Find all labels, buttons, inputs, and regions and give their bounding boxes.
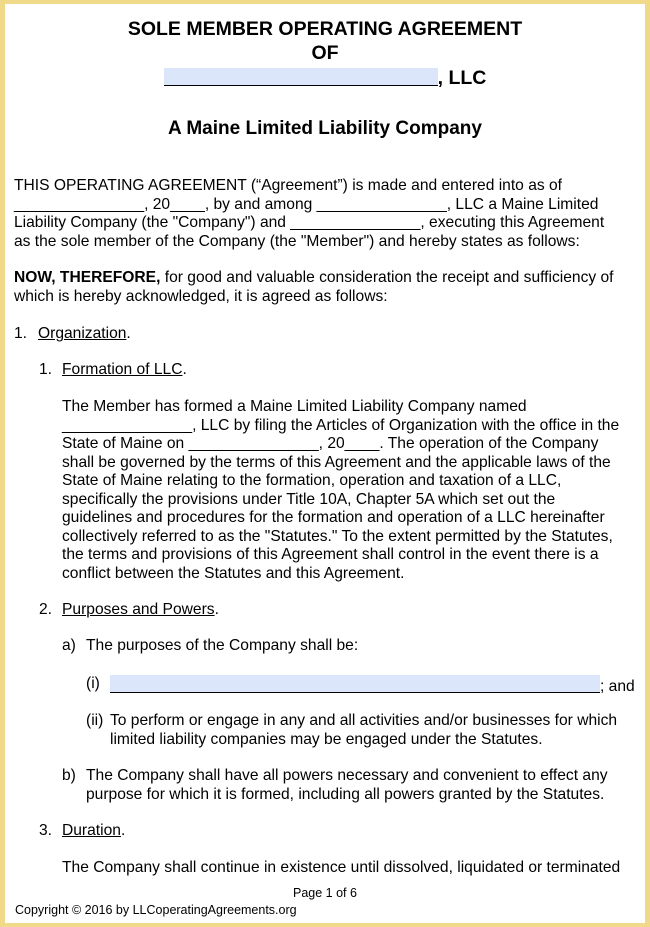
purpose-field[interactable] xyxy=(110,675,600,693)
now-therefore-paragraph: NOW, THEREFORE, for good and valuable consideration the receipt and sufficiency of which is hereby acknowledged, it is agreed as follows: xyxy=(14,269,614,305)
item-b-label: b) xyxy=(62,767,76,784)
llc-name-line xyxy=(5,67,645,89)
item-a-label: a) xyxy=(62,637,76,654)
intro-paragraph xyxy=(14,177,639,251)
intro-line-4: as the sole member of the Company (the "Member") and hereby states as follows: xyxy=(14,232,580,250)
year-blank[interactable]: ____ xyxy=(170,195,205,213)
section-1-number: 1. xyxy=(14,325,28,342)
section-1-3-number: 3. xyxy=(39,822,53,839)
section-1-2-number: 2. xyxy=(39,601,53,618)
duration-paragraph: The Company shall continue in existence until dissolved, liquidated or terminated xyxy=(62,859,621,876)
company-name-blank[interactable]: _______________ xyxy=(316,195,447,213)
item-b-text: The Company shall have all powers necessary and convenient to effect any purpose for which it is formed, including all powers granted by the Statutes. xyxy=(86,767,608,803)
intro-line-2: _______________, 20____, by and among _______________, LLC a Maine Limited xyxy=(14,195,599,213)
page-number: Page 1 of 6 xyxy=(293,886,357,900)
formation-paragraph: The Member has formed a Maine Limited Liability Company named _______________, LLC by filing the Articles of Organization with the office in the State of Maine on _______________, 20____. The operation of the Company shall be governed by the terms of this Agreement and the applicable laws of the State of Maine relating to the formation, operation and taxation of a LLC, specifically the provisions under Title 10A, Chapter 5A which set out the guidelines and procedures for the formation and operation of a LLC hereinafter collectively referred to as the "Statutes." To the extent permitted by the Statutes, the terms and provisions of this Agreement shall control in the event there is a conflict between the Statutes and this Agreement. xyxy=(62,398,620,582)
item-i-line: ; and xyxy=(110,675,635,697)
intro-line-1: THIS OPERATING AGREEMENT (“Agreement”) is made and entered into as of xyxy=(14,177,562,194)
item-ii-text: To perform or engage in any and all activities and/or businesses for which limited liability companies may be engaged under the Statutes. xyxy=(110,712,618,748)
section-1-heading: Organization. xyxy=(38,325,131,342)
llc-name-field[interactable] xyxy=(164,68,438,86)
section-1-2-heading: Purposes and Powers. xyxy=(62,601,219,618)
section-1-1-heading: Formation of LLC. xyxy=(62,361,187,378)
filing-year-blank[interactable]: ____ xyxy=(344,435,380,452)
subtitle: A Maine Limited Liability Company xyxy=(168,118,482,139)
document-page xyxy=(5,4,645,923)
title-line-2: OF xyxy=(311,42,339,64)
member-name-blank[interactable]: _______________ xyxy=(290,214,421,231)
now-therefore-bold: NOW, THEREFORE, xyxy=(14,269,161,286)
item-ii-label: (ii) xyxy=(86,712,104,729)
llc-suffix: , LLC xyxy=(437,67,487,89)
title-line-1: SOLE MEMBER OPERATING AGREEMENT xyxy=(127,18,523,40)
copyright-text: Copyright © 2016 by LLCoperatingAgreements.org xyxy=(15,903,297,917)
section-1-1-number: 1. xyxy=(39,361,53,378)
item-a-text: The purposes of the Company shall be: xyxy=(86,637,359,654)
item-i-label: (i) xyxy=(86,675,100,692)
filing-date-blank[interactable]: _______________ xyxy=(188,435,319,452)
section-1-3-heading: Duration. xyxy=(62,822,126,839)
intro-line-3: Liability Company (the "Company") and _______________, executing this Agreement xyxy=(14,214,605,231)
llc-name-blank[interactable]: _______________ xyxy=(62,416,193,434)
date-blank[interactable]: _______________ xyxy=(14,195,145,213)
